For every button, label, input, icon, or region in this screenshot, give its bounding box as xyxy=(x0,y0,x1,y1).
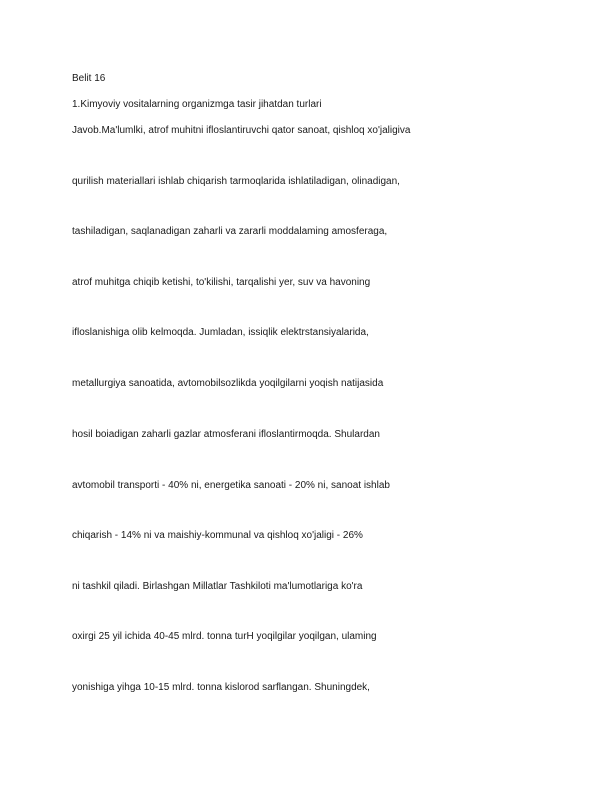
answer-line: atrof muhitga chiqib ketishi, to'kilishi, tarqalishi yer, suv va havoning xyxy=(72,277,371,288)
answer-line: ifloslanishiga olib kelmoqda. Jumladan, issiqlik elektrstansiyalarida, xyxy=(72,327,369,338)
answer-line: metallurgiya sanoatida, avtomobilsozlikda yoqilgilarni yoqish natijasida xyxy=(72,378,384,389)
answer-line: oxirgi 25 yil ichida 40-45 mlrd. tonna turH yoqilgilar yoqilgan, ulaming xyxy=(72,631,377,642)
answer-line: yonishiga yihga 10-15 mlrd. tonna kislorod sarflangan. Shuningdek, xyxy=(72,682,370,693)
answer-line: Javob.Ma'lumlki, atrof muhitni ifloslantiruvchi qator sanoat, qishloq xo'jaligiva xyxy=(72,125,411,136)
ticket-heading: Belit 16 xyxy=(72,73,106,84)
answer-line: hosil boiadigan zaharli gazlar atmosferani ifloslantirmoqda. Shulardan xyxy=(72,429,380,440)
answer-line: chiqarish - 14% ni va maishiy-kommunal va qishloq xo'jaligi - 26% xyxy=(72,530,363,541)
answer-line: tashiladigan, saqlanadigan zaharli va zararli moddalaming amosferaga, xyxy=(72,226,388,237)
question-title: 1.Kimyoviy vositalarning organizmga tasir jihatdan turlari xyxy=(72,99,322,110)
answer-line: ni tashkil qiladi. Birlashgan Millatlar Tashkiloti ma'lumotlariga ko'ra xyxy=(72,581,363,592)
answer-line: qurilish materiallari ishlab chiqarish tarmoqlarida ishlatiladigan, olinadigan, xyxy=(72,176,400,187)
answer-line: avtomobil transporti - 40% ni, energetika sanoati - 20% ni, sanoat ishlab xyxy=(72,480,390,491)
